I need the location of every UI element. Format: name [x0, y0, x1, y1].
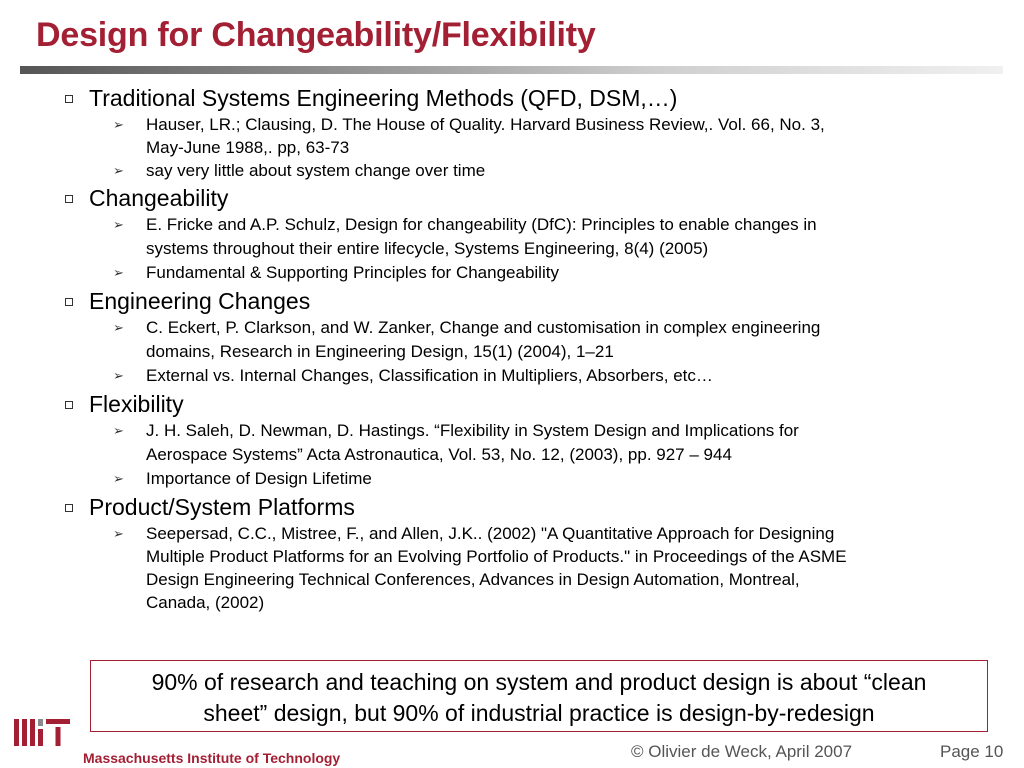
sub-item-line: Hauser, LR.; Clausing, D. The House of Quality. Harvard Business Review,. Vol. 66, No. 3, — [146, 115, 825, 134]
arrow-bullet-icon: ➢ — [113, 320, 124, 335]
key-message-line: sheet” design, but 90% of industrial practice is design-by-redesign — [203, 700, 875, 726]
section-heading: Traditional Systems Engineering Methods (QFD, DSM,…) — [89, 85, 678, 111]
footer-credit: © Olivier de Weck, April 2007 — [631, 742, 853, 761]
square-bullet-icon — [65, 298, 73, 306]
sub-item-line: Canada, (2002) — [146, 593, 265, 612]
title-divider — [20, 66, 1003, 74]
section-product-platforms — [64, 493, 984, 614]
arrow-bullet-icon: ➢ — [113, 163, 124, 178]
sub-item — [89, 419, 984, 467]
sub-item-line: E. Fricke and A.P. Schulz, Design for changeability (DfC): Principles to enable changes in — [146, 215, 817, 234]
arrow-bullet-icon: ➢ — [113, 117, 124, 132]
arrow-bullet-icon: ➢ — [113, 265, 124, 280]
section-traditional-methods — [64, 84, 984, 182]
sub-item-line: Aerospace Systems” Acta Astronautica, Vol. 53, No. 12, (2003), pp. 927 – 944 — [146, 445, 732, 464]
sub-item-line: Design Engineering Technical Conferences, Advances in Design Automation, Montreal, — [146, 570, 800, 589]
sub-item — [89, 113, 984, 159]
sub-item-line: Multiple Product Platforms for an Evolving Portfolio of Products." in Proceedings of the ASME — [146, 547, 847, 566]
sub-list — [89, 213, 984, 285]
sub-item-line: Seepersad, C.C., Mistree, F., and Allen, J.K.. (2002) "A Quantitative Approach for Designing — [146, 524, 835, 543]
sub-item-line: External vs. Internal Changes, Classification in Multipliers, Absorbers, etc… — [146, 366, 713, 385]
section-heading: Flexibility — [89, 391, 184, 417]
sub-item — [89, 467, 984, 491]
section-changeability — [64, 184, 984, 285]
sub-item — [89, 364, 984, 388]
sub-list — [89, 419, 984, 491]
mit-logo-icon — [14, 716, 74, 746]
sub-item-line: Importance of Design Lifetime — [146, 469, 372, 488]
sub-item-line: say very little about system change over time — [146, 161, 486, 180]
sub-item-line: May-June 1988,. pp, 63-73 — [146, 138, 350, 157]
sub-list — [89, 316, 984, 388]
sub-item — [89, 261, 984, 285]
sub-item — [89, 213, 984, 261]
page-number: Page 10 — [940, 742, 1004, 761]
sub-list — [89, 113, 984, 182]
arrow-bullet-icon: ➢ — [113, 526, 124, 541]
sub-item — [89, 522, 984, 614]
arrow-bullet-icon: ➢ — [113, 471, 124, 486]
square-bullet-icon — [65, 401, 73, 409]
sub-item — [89, 159, 984, 182]
arrow-bullet-icon: ➢ — [113, 368, 124, 383]
section-heading: Product/System Platforms — [89, 494, 355, 520]
sub-item-line: systems throughout their entire lifecycle, Systems Engineering, 8(4) (2005) — [146, 239, 709, 258]
sub-item-line: C. Eckert, P. Clarkson, and W. Zanker, Change and customisation in complex engineering — [146, 318, 821, 337]
sub-item-line: J. H. Saleh, D. Newman, D. Hastings. “Flexibility in System Design and Implications for — [146, 421, 799, 440]
section-flexibility — [64, 390, 984, 491]
arrow-bullet-icon: ➢ — [113, 217, 124, 232]
square-bullet-icon — [65, 504, 73, 512]
section-heading: Engineering Changes — [89, 288, 311, 314]
key-message-line: 90% of research and teaching on system and product design is about “clean — [151, 669, 927, 695]
sub-item — [89, 316, 984, 364]
slide-title: Design for Changeability/Flexibility — [36, 16, 596, 54]
institution-name: Massachusetts Institute of Technology — [83, 750, 341, 766]
section-engineering-changes — [64, 287, 984, 388]
key-message-box — [90, 660, 988, 732]
sub-item-line: domains, Research in Engineering Design, 15(1) (2004), 1–21 — [146, 342, 614, 361]
sub-list — [89, 522, 984, 614]
section-heading: Changeability — [89, 185, 229, 211]
slide-body — [64, 84, 984, 616]
square-bullet-icon — [65, 95, 73, 103]
arrow-bullet-icon: ➢ — [113, 423, 124, 438]
square-bullet-icon — [65, 195, 73, 203]
sub-item-line: Fundamental & Supporting Principles for Changeability — [146, 263, 559, 282]
